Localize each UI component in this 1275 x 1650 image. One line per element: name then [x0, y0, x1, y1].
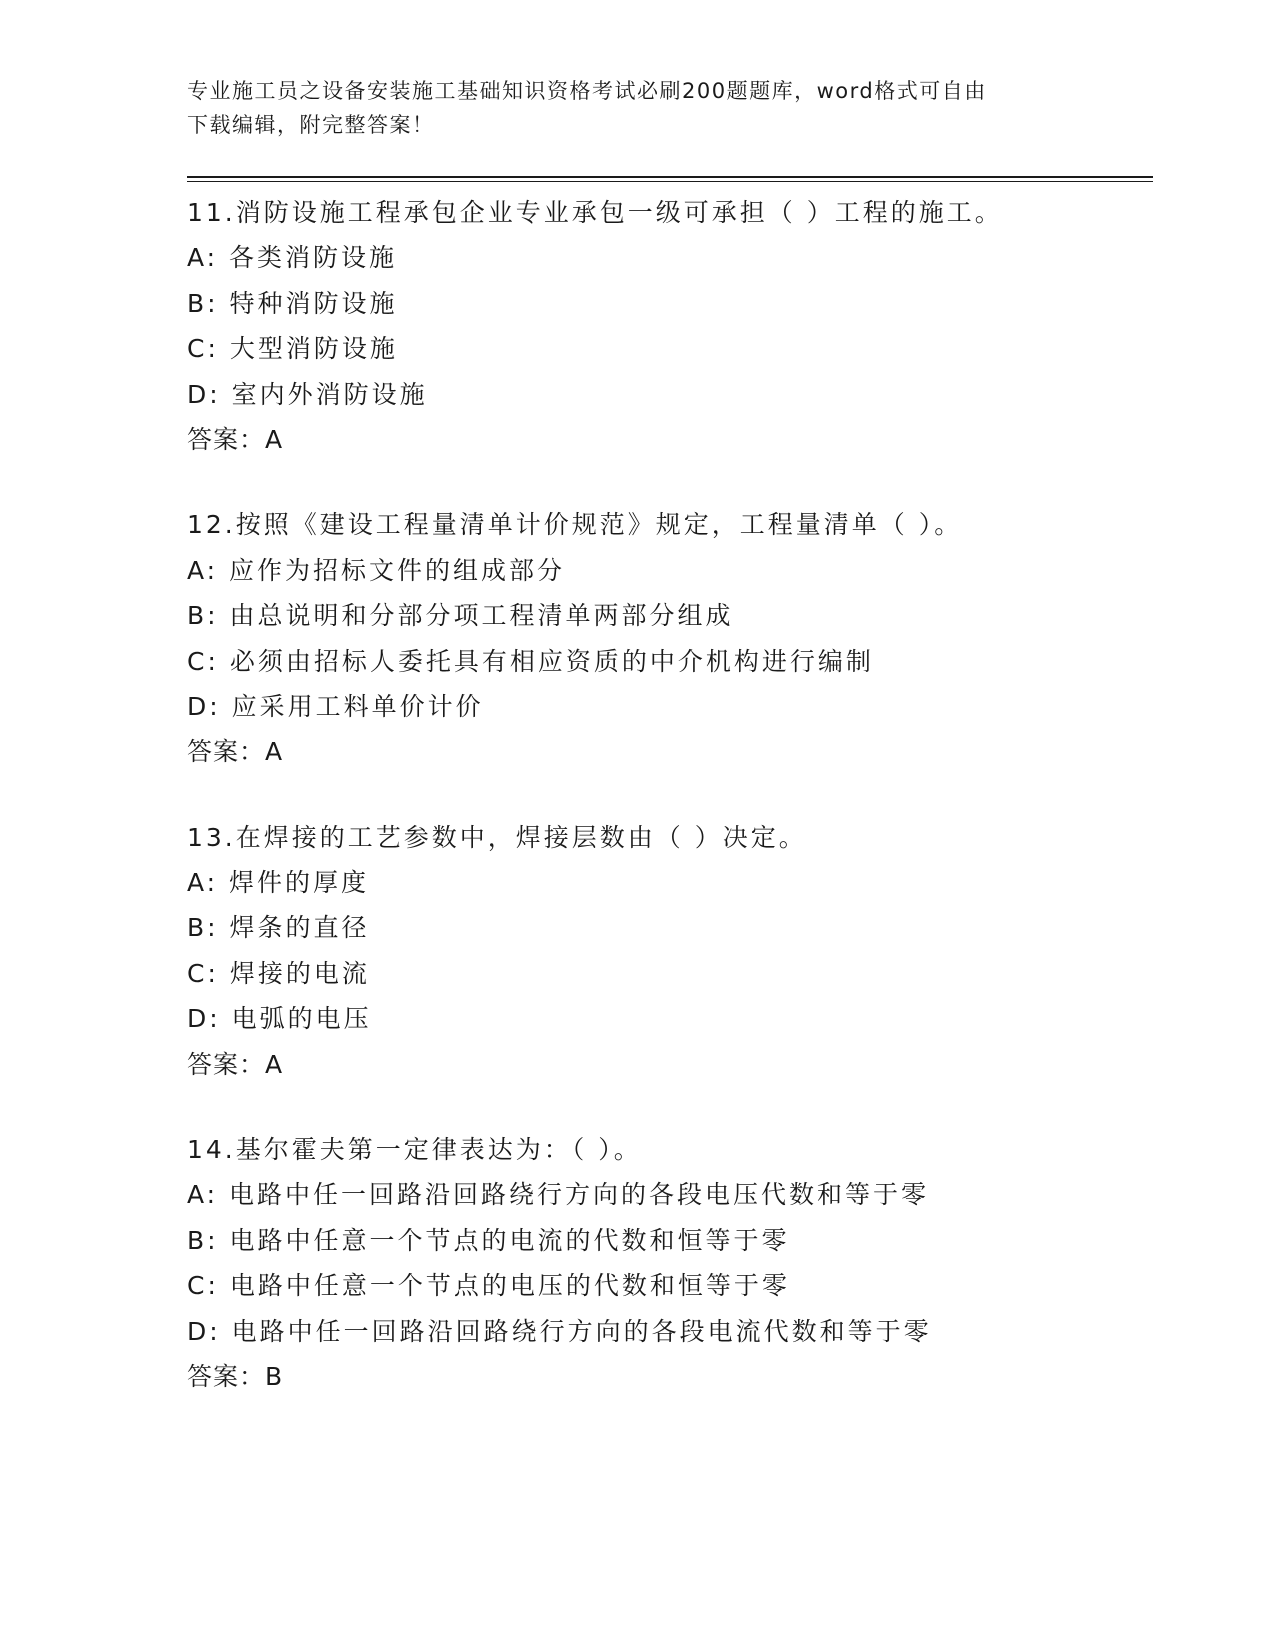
question-stem: 12.按照《建设工程量清单计价规范》规定，工程量清单（ ）。: [187, 510, 963, 540]
answer-line: 答案：A: [187, 737, 284, 767]
question-14: [187, 1127, 1153, 1399]
question-11: [187, 190, 1153, 462]
answer-line: 答案：A: [187, 424, 284, 454]
option-a: A: 各类消防设施: [187, 243, 398, 273]
option-c: C: 必须由招标人委托具有相应资质的中介机构进行编制: [187, 646, 874, 676]
option-b: B: 由总说明和分部分项工程清单两部分组成: [187, 601, 734, 631]
document-header: [187, 74, 1067, 142]
option-c: C: 焊接的电流: [187, 958, 370, 988]
option-b: B: 电路中任意一个节点的电流的代数和恒等于零: [187, 1225, 790, 1255]
header-line-2: 下载编辑，附完整答案！: [187, 113, 435, 137]
question-stem: 13.在焊接的工艺参数中，焊接层数由（ ）决定。: [187, 822, 807, 852]
question-stem: 11.消防设施工程承包企业专业承包一级可承担（ ）工程的施工。: [187, 198, 1003, 227]
option-b: B: 特种消防设施: [187, 288, 398, 318]
option-d: D: 应采用工料单价计价: [187, 691, 484, 721]
question-12: [187, 502, 1153, 774]
option-a: A: 焊件的厚度: [187, 868, 370, 898]
option-a: A: 电路中任一回路沿回路绕行方向的各段电压代数和等于零: [187, 1180, 930, 1210]
option-c: C: 电路中任意一个节点的电压的代数和恒等于零: [187, 1271, 790, 1301]
option-d: D: 电弧的电压: [187, 1004, 372, 1034]
question-13: [187, 815, 1153, 1087]
question-stem: 14.基尔霍夫第一定律表达为：（ ）。: [187, 1135, 642, 1165]
header-divider-thick: [187, 176, 1153, 178]
option-c: C: 大型消防设施: [187, 334, 398, 364]
option-d: D: 室内外消防设施: [187, 379, 428, 409]
option-a: A: 应作为招标文件的组成部分: [187, 555, 566, 585]
answer-line: 答案：A: [187, 1049, 284, 1079]
answer-line: 答案：B: [187, 1361, 284, 1391]
question-list: [187, 190, 1153, 1439]
header-line-1: 专业施工员之设备安装施工基础知识资格考试必刷200题题库，word格式可自由: [187, 79, 987, 103]
option-b: B: 焊条的直径: [187, 913, 370, 943]
header-divider-thin: [187, 181, 1153, 182]
option-d: D: 电路中任一回路沿回路绕行方向的各段电流代数和等于零: [187, 1316, 932, 1346]
